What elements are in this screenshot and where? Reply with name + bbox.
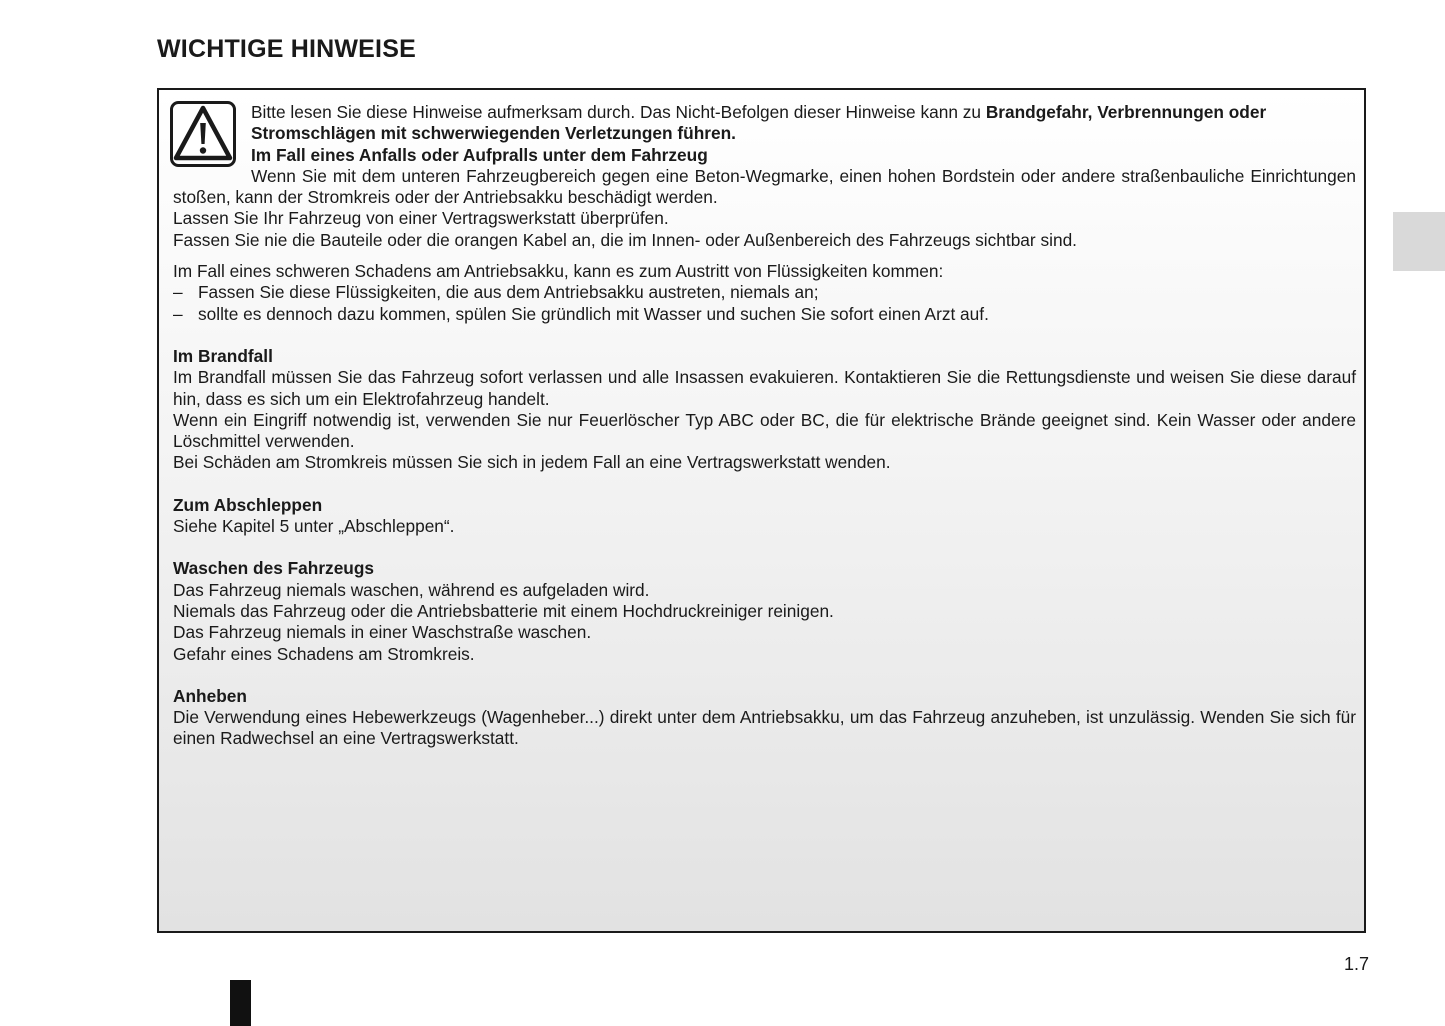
warning-content bbox=[173, 102, 1356, 750]
damage-list bbox=[173, 282, 1356, 325]
damage-intro: Im Fall eines schweren Schadens am Antriebsakku, kann es zum Austritt von Flüssigkeiten kommen: bbox=[173, 261, 944, 282]
dash-marker: – bbox=[173, 282, 183, 303]
washing-paragraph-1: Das Fahrzeug niemals waschen, während es aufgeladen wird. bbox=[173, 579, 650, 600]
list-item: – sollte es dennoch dazu kommen, spülen Sie gründlich mit Wasser und suchen Sie sofort einen Arzt auf. bbox=[173, 303, 989, 324]
intro-emphasis: Brandgefahr, Verbrennungen oder Stromschlägen mit schwerwiegenden Verletzungen führen. bbox=[251, 102, 1267, 144]
towing-heading: Zum Abschleppen bbox=[173, 494, 323, 515]
chapter-tab bbox=[1393, 212, 1445, 271]
page-number: 1.7 bbox=[1344, 954, 1370, 974]
list-item: – Fassen Sie diese Flüssigkeiten, die aus dem Antriebsakku austreten, niemals an; bbox=[173, 282, 819, 303]
fire-paragraph-3: Bei Schäden am Stromkreis müssen Sie sich in jedem Fall an eine Vertragswerkstatt wenden. bbox=[173, 452, 891, 473]
warning-intro bbox=[173, 102, 1356, 145]
impact-cables: Fassen Sie nie die Bauteile oder die orangen Kabel an, die im Innen- oder Außenbereich des Fahrzeugs sichtbar sind. bbox=[173, 229, 1077, 250]
washing-paragraph-3: Das Fahrzeug niemals in einer Waschstraße waschen. bbox=[173, 622, 592, 643]
impact-paragraph: Wenn Sie mit dem unteren Fahrzeugbereich gegen eine Beton-Wegmarke, einen hohen Bordstein oder andere straßenbauliche Einrichtungen stoßen, kann der Stromkreis oder der Antriebsakku beschädigt werden. bbox=[173, 165, 1356, 208]
towing-paragraph: Siehe Kapitel 5 unter „Abschleppen“. bbox=[173, 516, 455, 537]
warning-box bbox=[157, 88, 1366, 933]
washing-paragraph-4: Gefahr eines Schadens am Stromkreis. bbox=[173, 643, 475, 664]
washing-paragraph-2: Niemals das Fahrzeug oder die Antriebsbatterie mit einem Hochdruckreiniger reinigen. bbox=[173, 600, 834, 621]
lifting-heading: Anheben bbox=[173, 685, 247, 706]
dash-marker: – bbox=[173, 303, 183, 324]
fire-paragraph-2: Wenn ein Eingriff notwendig ist, verwenden Sie nur Feuerlöscher Typ ABC oder BC, die für elektrische Brände geeignet sind. Kein Wasser oder andere Löschmittel verwenden. bbox=[173, 409, 1356, 452]
intro-text: Bitte lesen Sie diese Hinweise aufmerksam durch. Das Nicht-Befolgen dieser Hinweise kann zu bbox=[251, 102, 986, 122]
lifting-paragraph: Die Verwendung eines Hebewerkzeugs (Wagenheber...) direkt unter dem Antriebsakku, um das Fahrzeug anzuheben, ist unzulässig. Wenden Sie sich für einen Radwechsel an eine Vertragswerkstatt. bbox=[173, 707, 1356, 749]
impact-check: Lassen Sie Ihr Fahrzeug von einer Vertragswerkstatt überprüfen. bbox=[173, 208, 669, 229]
fire-heading: Im Brandfall bbox=[173, 345, 273, 366]
fire-paragraph-1: Im Brandfall müssen Sie das Fahrzeug sofort verlassen und alle Insassen evakuieren. Kontaktieren Sie die Rettungsdienste und weisen Sie diese darauf hin, dass es sich um ein Elektrofahrzeug handelt. bbox=[173, 367, 1356, 409]
page-title: WICHTIGE HINWEISE bbox=[157, 35, 416, 63]
page-marker-bar bbox=[230, 980, 251, 1026]
impact-heading: Im Fall eines Anfalls oder Aufpralls unter dem Fahrzeug bbox=[251, 144, 708, 165]
washing-heading: Waschen des Fahrzeugs bbox=[173, 558, 375, 579]
